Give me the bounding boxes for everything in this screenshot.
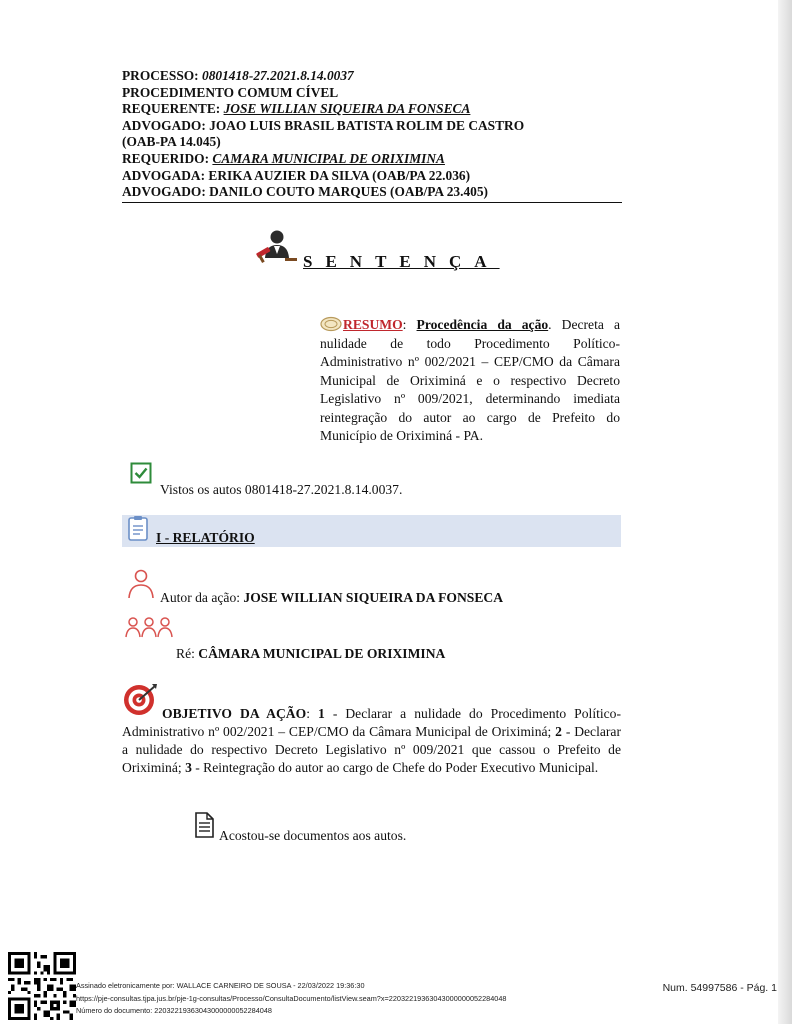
re-text bbox=[176, 646, 445, 662]
resumo-separator: : bbox=[402, 317, 417, 332]
signed-by-line: Assinado eletronicamente por: WALLACE CARNEIRO DE SOUSA - 22/03/2022 19:36:30 bbox=[76, 981, 365, 990]
relatorio-section-bar bbox=[122, 515, 621, 547]
processo-line bbox=[122, 68, 622, 85]
checkbox-icon bbox=[130, 462, 152, 484]
document-icon bbox=[193, 812, 215, 838]
page-number: Num. 54997586 - Pág. 1 bbox=[662, 982, 777, 994]
procedencia-label: Procedência da ação bbox=[416, 317, 549, 332]
resumo-text: . Decreta a nulidade de todo Procedimento Político-Administrativo nº 002/2021 – CEP/CMO da Câmara Municipal de Oriximiná e o respectivo Decreto Legislativo nº 009/2021, determinando imediata reintegração do autor ao cargo de Prefeito do Município de Oriximiná - PA. bbox=[320, 317, 620, 443]
qr-code-icon[interactable] bbox=[8, 952, 76, 1020]
requerente-label: REQUERENTE: bbox=[122, 101, 221, 117]
objetivo-item-1-number: 1 bbox=[318, 706, 325, 721]
acostou-text: Acostou-se documentos aos autos. bbox=[219, 828, 407, 843]
document-number-line: Número do documento: 22032219363043000000052284048 bbox=[76, 1006, 272, 1016]
autor-label: Autor da ação: bbox=[160, 590, 244, 605]
processo-number: 0801418-27.2021.8.14.0037 bbox=[202, 68, 354, 83]
signature-footer bbox=[8, 952, 783, 1020]
page-edge-shadow bbox=[778, 0, 792, 1024]
procedimento-line: PROCEDIMENTO COMUM CÍVEL bbox=[122, 84, 339, 100]
relatorio-title: I - RELATÓRIO bbox=[156, 530, 255, 545]
consulta-url[interactable]: https://pje-consultas.tjpa.jus.br/pje-1g-consultas/Processo/ConsultaDocumento/listView.seam?x=22032219363043000000052284048 bbox=[76, 993, 507, 1003]
objetivo-item-3-text: - Reintegração do autor ao cargo de Chefe do Poder Executivo Municipal. bbox=[191, 760, 599, 775]
requerido-line bbox=[122, 151, 622, 168]
requerente-name: JOSE WILLIAN SIQUEIRA DA FONSECA bbox=[223, 101, 471, 117]
requerido-label: REQUERIDO: bbox=[122, 150, 210, 166]
judge-icon bbox=[255, 228, 299, 264]
objetivo-item-2-number: 2 bbox=[555, 724, 562, 739]
clipboard-icon bbox=[124, 515, 152, 543]
stamp-icon bbox=[320, 316, 342, 332]
objetivo-item-1-text: - Declarar a nulidade do Procedimento Político-Administrativo nº 002/2021 – CEP/CMO da Câmara Municipal de Oriximiná; bbox=[122, 706, 622, 739]
advogado1-oab-line: (OAB-PA 14.045) bbox=[122, 134, 221, 150]
advogado1-line: ADVOGADO: JOAO LUIS BRASIL BATISTA ROLIM DE CASTRO bbox=[122, 117, 525, 133]
processo-label: PROCESSO: bbox=[122, 68, 199, 83]
objetivo-block bbox=[122, 683, 621, 777]
person-icon bbox=[124, 568, 158, 602]
autor-name: JOSE WILLIAN SIQUEIRA DA FONSECA bbox=[243, 590, 504, 605]
objetivo-item-2-text: - Declarar a nulidade do respectivo Decreto Legislativo nº 009/2021 que cassou o Prefeito de Oriximiná; bbox=[122, 724, 621, 775]
sentenca-title: SENTENÇA bbox=[303, 252, 500, 271]
objetivo-item-3-number: 3 bbox=[185, 760, 192, 775]
requerente-line bbox=[122, 101, 622, 118]
objetivo-text bbox=[122, 683, 621, 777]
case-header bbox=[122, 68, 622, 203]
re-name: CÂMARA MUNICIPAL DE ORIXIMINA bbox=[198, 646, 446, 661]
autor-text bbox=[160, 590, 503, 606]
objetivo-colon: : bbox=[306, 706, 318, 721]
resumo-label: RESUMO bbox=[343, 317, 403, 332]
resumo-block bbox=[320, 316, 620, 446]
target-icon bbox=[122, 683, 158, 717]
re-label: Ré: bbox=[176, 646, 199, 661]
group-icon bbox=[124, 615, 174, 643]
vistos-text: Vistos os autos 0801418-27.2021.8.14.0037. bbox=[160, 482, 403, 497]
signature-info bbox=[76, 980, 506, 1018]
advogada-line: ADVOGADA: ERIKA AUZIER DA SILVA (OAB/PA 22.036) bbox=[122, 167, 471, 183]
advogado2-line: ADVOGADO: DANILO COUTO MARQUES (OAB/PA 23.405) bbox=[122, 184, 488, 200]
objetivo-label: OBJETIVO DA AÇÃO bbox=[162, 706, 307, 721]
requerido-name: CAMARA MUNICIPAL DE ORIXIMINA bbox=[212, 150, 445, 166]
